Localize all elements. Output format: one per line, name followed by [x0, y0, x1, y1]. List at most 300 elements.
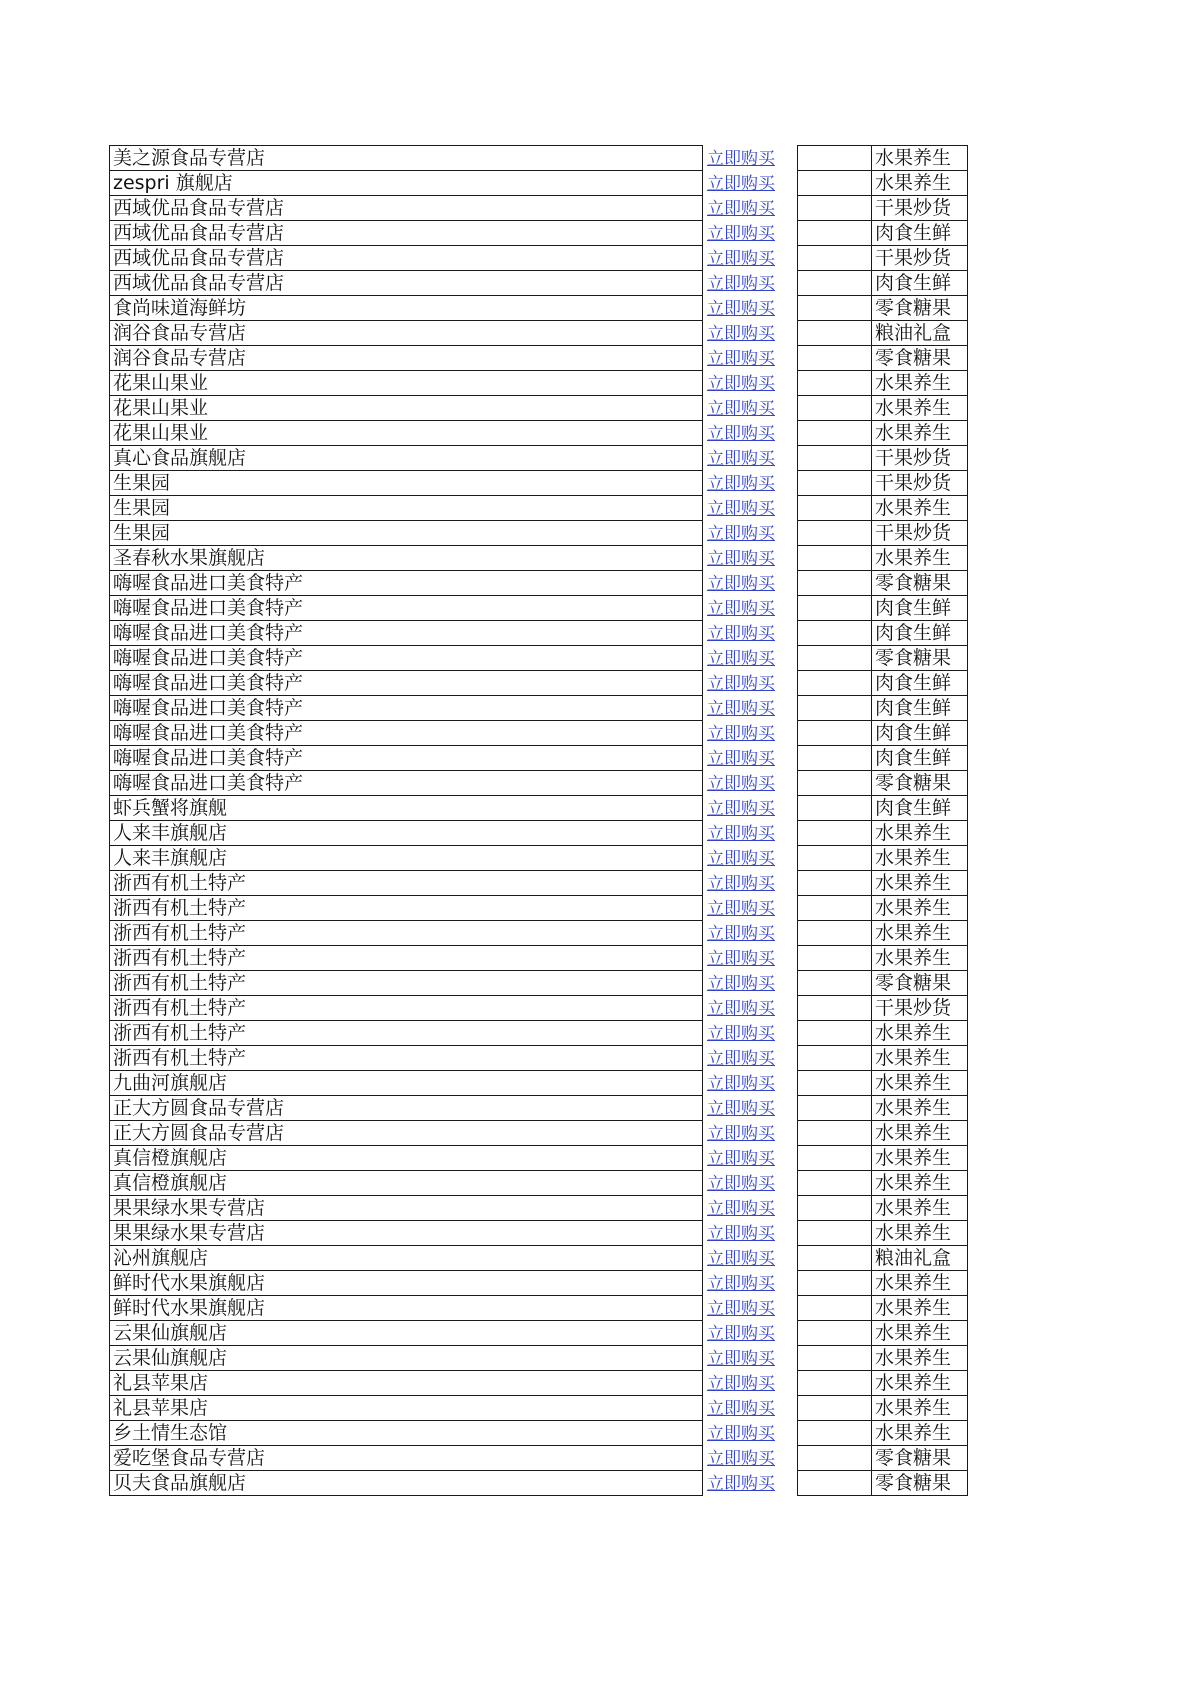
buy-now-link[interactable]: 立即购买 — [707, 648, 775, 669]
empty-cell[interactable] — [798, 1396, 872, 1421]
shop-name-cell[interactable] — [110, 571, 703, 596]
table-row — [110, 1321, 968, 1346]
shop-name: 礼县苹果店 — [113, 1397, 209, 1419]
shop-name-cell[interactable] — [110, 646, 703, 671]
shop-name-cell[interactable] — [110, 1171, 703, 1196]
buy-now-link[interactable]: 立即购买 — [707, 773, 775, 794]
empty-cell[interactable] — [798, 1446, 872, 1471]
buy-now-link[interactable]: 立即购买 — [707, 1198, 775, 1219]
category-cell[interactable] — [872, 796, 968, 821]
empty-cell[interactable] — [798, 446, 872, 471]
buy-now-link[interactable]: 立即购买 — [707, 1148, 775, 1169]
shop-name: 美之源食品专营店 — [113, 147, 266, 169]
shop-name-cell[interactable] — [110, 1296, 703, 1321]
shop-name-cell[interactable] — [110, 1271, 703, 1296]
buy-link-cell — [703, 1146, 798, 1171]
category-cell[interactable] — [872, 671, 968, 696]
buy-link-cell — [703, 996, 798, 1021]
empty-cell[interactable] — [798, 1171, 872, 1196]
buy-link-cell — [703, 821, 798, 846]
table-row — [110, 371, 968, 396]
empty-cell[interactable] — [798, 1271, 872, 1296]
empty-cell[interactable] — [798, 496, 872, 521]
category-label: 干果炒货 — [875, 472, 952, 494]
shop-name-cell[interactable] — [110, 221, 703, 246]
buy-now-link[interactable]: 立即购买 — [707, 423, 775, 444]
buy-now-link[interactable]: 立即购买 — [707, 1348, 775, 1369]
empty-cell[interactable] — [798, 171, 872, 196]
empty-cell[interactable] — [798, 1296, 872, 1321]
shop-name-cell[interactable] — [110, 171, 703, 196]
buy-now-link[interactable]: 立即购买 — [707, 1023, 775, 1044]
buy-now-link[interactable]: 立即购买 — [707, 798, 775, 819]
buy-now-link[interactable]: 立即购买 — [707, 823, 775, 844]
shop-name-cell[interactable] — [110, 1371, 703, 1396]
category-label: 干果炒货 — [875, 247, 952, 269]
category-cell[interactable] — [872, 696, 968, 721]
category-cell[interactable] — [872, 171, 968, 196]
shop-name: 嗨喔食品进口美食特产 — [113, 772, 304, 794]
shop-name: 西域优品食品专营店 — [113, 222, 285, 244]
shop-name-cell[interactable] — [110, 1246, 703, 1271]
buy-now-link[interactable]: 立即购买 — [707, 1273, 775, 1294]
buy-now-link[interactable]: 立即购买 — [707, 723, 775, 744]
buy-now-link[interactable]: 立即购买 — [707, 948, 775, 969]
category-cell[interactable] — [872, 1046, 968, 1071]
category-cell[interactable] — [872, 246, 968, 271]
empty-cell[interactable] — [798, 521, 872, 546]
shop-name-cell[interactable] — [110, 796, 703, 821]
buy-link-cell — [703, 471, 798, 496]
buy-now-link[interactable]: 立即购买 — [707, 1073, 775, 1094]
category-cell[interactable] — [872, 1296, 968, 1321]
category-cell[interactable] — [872, 721, 968, 746]
category-label: 水果养生 — [875, 1397, 952, 1419]
table-row — [110, 771, 968, 796]
shop-name-cell[interactable] — [110, 771, 703, 796]
table-row — [110, 1221, 968, 1246]
category-cell[interactable] — [872, 621, 968, 646]
category-cell[interactable] — [872, 846, 968, 871]
empty-cell[interactable] — [798, 696, 872, 721]
empty-cell[interactable] — [798, 1021, 872, 1046]
buy-link-cell — [703, 346, 798, 371]
category-cell[interactable] — [872, 196, 968, 221]
buy-now-link[interactable]: 立即购买 — [707, 598, 775, 619]
empty-cell[interactable] — [798, 1046, 872, 1071]
shop-name-cell[interactable] — [110, 296, 703, 321]
category-cell[interactable] — [872, 646, 968, 671]
shop-name-cell[interactable] — [110, 421, 703, 446]
shop-name-cell[interactable] — [110, 146, 703, 171]
category-cell[interactable] — [872, 546, 968, 571]
buy-now-link[interactable]: 立即购买 — [707, 173, 775, 194]
buy-now-link[interactable]: 立即购买 — [707, 448, 775, 469]
shop-name-cell[interactable] — [110, 546, 703, 571]
buy-link-cell — [703, 446, 798, 471]
buy-now-link[interactable]: 立即购买 — [707, 1223, 775, 1244]
shop-name: 沁州旗舰店 — [113, 1247, 209, 1269]
buy-now-link[interactable]: 立即购买 — [707, 748, 775, 769]
shop-name-cell[interactable] — [110, 1046, 703, 1071]
category-cell[interactable] — [872, 321, 968, 346]
empty-cell[interactable] — [798, 246, 872, 271]
shop-name-cell[interactable] — [110, 446, 703, 471]
category-cell[interactable] — [872, 446, 968, 471]
shop-name-cell[interactable] — [110, 396, 703, 421]
table-row — [110, 446, 968, 471]
shop-name-cell[interactable] — [110, 196, 703, 221]
table-row — [110, 1046, 968, 1071]
category-label: 粮油礼盒 — [875, 1247, 952, 1269]
buy-link-cell — [703, 371, 798, 396]
shop-name-cell[interactable] — [110, 496, 703, 521]
shop-name: 生果园 — [113, 497, 171, 519]
empty-cell[interactable] — [798, 1471, 872, 1496]
buy-link-cell — [703, 696, 798, 721]
shop-name-cell[interactable] — [110, 1346, 703, 1371]
buy-now-link[interactable]: 立即购买 — [707, 873, 775, 894]
shop-name: 九曲河旗舰店 — [113, 1072, 228, 1094]
category-cell[interactable] — [872, 1071, 968, 1096]
table-row — [110, 1296, 968, 1321]
empty-cell[interactable] — [798, 1321, 872, 1346]
buy-now-link[interactable]: 立即购买 — [707, 323, 775, 344]
shop-name-cell[interactable] — [110, 671, 703, 696]
category-label: 肉食生鲜 — [875, 797, 952, 819]
table-row — [110, 221, 968, 246]
table-row — [110, 921, 968, 946]
empty-cell[interactable] — [798, 846, 872, 871]
shop-name-cell[interactable] — [110, 1471, 703, 1496]
shop-name: 爱吃堡食品专营店 — [113, 1447, 266, 1469]
shop-name-cell[interactable] — [110, 996, 703, 1021]
empty-cell[interactable] — [798, 746, 872, 771]
empty-cell[interactable] — [798, 146, 872, 171]
shop-name: 嗨喔食品进口美食特产 — [113, 647, 304, 669]
category-cell[interactable] — [872, 1471, 968, 1496]
empty-cell[interactable] — [798, 271, 872, 296]
category-label: 肉食生鲜 — [875, 222, 952, 244]
buy-now-link[interactable]: 立即购买 — [707, 1373, 775, 1394]
category-cell[interactable] — [872, 471, 968, 496]
category-cell[interactable] — [872, 1121, 968, 1146]
buy-now-link[interactable]: 立即购买 — [707, 148, 775, 169]
buy-link-cell — [703, 971, 798, 996]
empty-cell[interactable] — [798, 321, 872, 346]
buy-link-cell — [703, 1171, 798, 1196]
empty-cell[interactable] — [798, 1421, 872, 1446]
buy-now-link[interactable]: 立即购买 — [707, 473, 775, 494]
buy-now-link[interactable]: 立即购买 — [707, 1398, 775, 1419]
buy-now-link[interactable]: 立即购买 — [707, 573, 775, 594]
shop-name-cell[interactable] — [110, 871, 703, 896]
buy-link-cell — [703, 1296, 798, 1321]
category-cell[interactable] — [872, 1396, 968, 1421]
empty-cell[interactable] — [798, 296, 872, 321]
shop-name-cell[interactable] — [110, 1096, 703, 1121]
shop-name-cell[interactable] — [110, 1446, 703, 1471]
shop-name-cell[interactable] — [110, 971, 703, 996]
empty-cell[interactable] — [798, 421, 872, 446]
buy-now-link[interactable]: 立即购买 — [707, 398, 775, 419]
shop-name-cell[interactable] — [110, 946, 703, 971]
shop-name: 西域优品食品专营店 — [113, 272, 285, 294]
buy-now-link[interactable]: 立即购买 — [707, 1423, 775, 1444]
empty-cell[interactable] — [798, 1346, 872, 1371]
shop-name: 人来丰旗舰店 — [113, 847, 228, 869]
buy-now-link[interactable]: 立即购买 — [707, 548, 775, 569]
shop-name-cell[interactable] — [110, 471, 703, 496]
category-cell[interactable] — [872, 421, 968, 446]
buy-now-link[interactable]: 立即购买 — [707, 1048, 775, 1069]
shop-name-cell[interactable] — [110, 621, 703, 646]
empty-cell[interactable] — [798, 996, 872, 1021]
empty-cell[interactable] — [798, 1146, 872, 1171]
buy-now-link[interactable]: 立即购买 — [707, 1248, 775, 1269]
shop-name-cell[interactable] — [110, 1421, 703, 1446]
category-cell[interactable] — [872, 1421, 968, 1446]
empty-cell[interactable] — [798, 921, 872, 946]
category-cell[interactable] — [872, 1246, 968, 1271]
empty-cell[interactable] — [798, 1246, 872, 1271]
buy-link-cell — [703, 221, 798, 246]
empty-cell[interactable] — [798, 771, 872, 796]
buy-now-link[interactable]: 立即购买 — [707, 1448, 775, 1469]
buy-now-link[interactable]: 立即购买 — [707, 1098, 775, 1119]
shop-name-cell[interactable] — [110, 1196, 703, 1221]
table-row — [110, 1421, 968, 1446]
table-row — [110, 696, 968, 721]
category-label: 肉食生鲜 — [875, 272, 952, 294]
shop-name-cell[interactable] — [110, 346, 703, 371]
buy-now-link[interactable]: 立即购买 — [707, 348, 775, 369]
buy-now-link[interactable]: 立即购买 — [707, 1298, 775, 1319]
category-cell[interactable] — [872, 521, 968, 546]
buy-link-cell — [703, 246, 798, 271]
category-cell[interactable] — [872, 221, 968, 246]
category-label: 干果炒货 — [875, 447, 952, 469]
empty-cell[interactable] — [798, 871, 872, 896]
buy-link-cell — [703, 871, 798, 896]
buy-now-link[interactable]: 立即购买 — [707, 273, 775, 294]
category-cell[interactable] — [872, 946, 968, 971]
buy-now-link[interactable]: 立即购买 — [707, 223, 775, 244]
category-label: 水果养生 — [875, 372, 952, 394]
shop-name-cell[interactable] — [110, 1221, 703, 1246]
shop-name: 浙西有机土特产 — [113, 997, 247, 1019]
table-row — [110, 1271, 968, 1296]
shop-name-cell[interactable] — [110, 371, 703, 396]
table-row — [110, 796, 968, 821]
category-label: 水果养生 — [875, 1422, 952, 1444]
empty-cell[interactable] — [798, 471, 872, 496]
shop-name-cell[interactable] — [110, 1321, 703, 1346]
empty-cell[interactable] — [798, 671, 872, 696]
empty-cell[interactable] — [798, 896, 872, 921]
shop-name: 正大方圆食品专营店 — [113, 1122, 285, 1144]
category-cell[interactable] — [872, 1271, 968, 1296]
shop-name-cell[interactable] — [110, 246, 703, 271]
empty-cell[interactable] — [798, 646, 872, 671]
shop-name-cell[interactable] — [110, 1146, 703, 1171]
empty-cell[interactable] — [798, 971, 872, 996]
category-cell[interactable] — [872, 1146, 968, 1171]
empty-cell[interactable] — [798, 571, 872, 596]
buy-now-link[interactable]: 立即购买 — [707, 498, 775, 519]
buy-now-link[interactable]: 立即购买 — [707, 923, 775, 944]
empty-cell[interactable] — [798, 621, 872, 646]
category-cell[interactable] — [872, 1346, 968, 1371]
buy-now-link[interactable]: 立即购买 — [707, 1173, 775, 1194]
buy-now-link[interactable]: 立即购买 — [707, 898, 775, 919]
shop-name: 西域优品食品专营店 — [113, 247, 285, 269]
category-cell[interactable] — [872, 1221, 968, 1246]
table-row — [110, 621, 968, 646]
empty-cell[interactable] — [798, 946, 872, 971]
buy-link-cell — [703, 1421, 798, 1446]
table-row — [110, 1021, 968, 1046]
category-cell[interactable] — [872, 346, 968, 371]
buy-now-link[interactable]: 立即购买 — [707, 998, 775, 1019]
table-row — [110, 321, 968, 346]
empty-cell[interactable] — [798, 1121, 872, 1146]
buy-now-link[interactable]: 立即购买 — [707, 1123, 775, 1144]
category-cell[interactable] — [872, 871, 968, 896]
shop-name-cell[interactable] — [110, 321, 703, 346]
table-row — [110, 1471, 968, 1496]
category-label: 零食糖果 — [875, 972, 952, 994]
shop-name: 浙西有机土特产 — [113, 897, 247, 919]
buy-now-link[interactable]: 立即购买 — [707, 373, 775, 394]
buy-now-link[interactable]: 立即购买 — [707, 973, 775, 994]
empty-cell[interactable] — [798, 1221, 872, 1246]
buy-now-link[interactable]: 立即购买 — [707, 523, 775, 544]
empty-cell[interactable] — [798, 1196, 872, 1221]
table-row — [110, 271, 968, 296]
category-label: 粮油礼盒 — [875, 322, 952, 344]
shop-name: 嗨喔食品进口美食特产 — [113, 622, 304, 644]
shop-name-cell[interactable] — [110, 271, 703, 296]
shop-name: 食尚味道海鲜坊 — [113, 297, 247, 319]
category-label: 干果炒货 — [875, 997, 952, 1019]
category-label: 零食糖果 — [875, 1472, 952, 1494]
empty-cell[interactable] — [798, 1371, 872, 1396]
shop-name: 云果仙旗舰店 — [113, 1322, 228, 1344]
category-cell[interactable] — [872, 821, 968, 846]
category-cell[interactable] — [872, 896, 968, 921]
shop-name-cell[interactable] — [110, 1021, 703, 1046]
category-cell[interactable] — [872, 1371, 968, 1396]
empty-cell[interactable] — [798, 221, 872, 246]
category-cell[interactable] — [872, 571, 968, 596]
buy-link-cell — [703, 896, 798, 921]
category-cell[interactable] — [872, 746, 968, 771]
shop-name-cell[interactable] — [110, 846, 703, 871]
category-cell[interactable] — [872, 271, 968, 296]
table-row — [110, 821, 968, 846]
empty-cell[interactable] — [798, 821, 872, 846]
shop-name: 鲜时代水果旗舰店 — [113, 1272, 266, 1294]
empty-cell[interactable] — [798, 1071, 872, 1096]
category-label: 水果养生 — [875, 422, 952, 444]
shop-name-cell[interactable] — [110, 696, 703, 721]
category-cell[interactable] — [872, 496, 968, 521]
buy-link-cell — [703, 296, 798, 321]
category-cell[interactable] — [872, 971, 968, 996]
empty-cell[interactable] — [798, 596, 872, 621]
shop-table — [109, 145, 968, 1496]
buy-now-link[interactable]: 立即购买 — [707, 848, 775, 869]
category-cell[interactable] — [872, 396, 968, 421]
shop-name-cell[interactable] — [110, 746, 703, 771]
empty-cell[interactable] — [798, 546, 872, 571]
category-cell[interactable] — [872, 1321, 968, 1346]
empty-cell[interactable] — [798, 371, 872, 396]
shop-name-cell[interactable] — [110, 821, 703, 846]
empty-cell[interactable] — [798, 396, 872, 421]
buy-now-link[interactable]: 立即购买 — [707, 1473, 775, 1494]
empty-cell[interactable] — [798, 346, 872, 371]
shop-name: 花果山果业 — [113, 372, 209, 394]
shop-name-cell[interactable] — [110, 1071, 703, 1096]
category-label: 水果养生 — [875, 872, 952, 894]
buy-now-link[interactable]: 立即购买 — [707, 248, 775, 269]
buy-now-link[interactable]: 立即购买 — [707, 623, 775, 644]
shop-name-cell[interactable] — [110, 521, 703, 546]
category-cell[interactable] — [872, 296, 968, 321]
shop-name: 生果园 — [113, 522, 171, 544]
buy-now-link[interactable]: 立即购买 — [707, 673, 775, 694]
empty-cell[interactable] — [798, 196, 872, 221]
buy-link-cell — [703, 1121, 798, 1146]
shop-name-cell[interactable] — [110, 721, 703, 746]
category-cell[interactable] — [872, 1196, 968, 1221]
buy-link-cell — [703, 1196, 798, 1221]
buy-now-link[interactable]: 立即购买 — [707, 298, 775, 319]
buy-link-cell — [703, 1446, 798, 1471]
category-cell[interactable] — [872, 771, 968, 796]
category-cell[interactable] — [872, 1021, 968, 1046]
buy-link-cell — [703, 321, 798, 346]
shop-name-cell[interactable] — [110, 921, 703, 946]
buy-now-link[interactable]: 立即购买 — [707, 1323, 775, 1344]
shop-name-cell[interactable] — [110, 896, 703, 921]
table-row — [110, 871, 968, 896]
table-row — [110, 346, 968, 371]
category-cell[interactable] — [872, 1096, 968, 1121]
category-label: 水果养生 — [875, 497, 952, 519]
buy-now-link[interactable]: 立即购买 — [707, 198, 775, 219]
category-cell[interactable] — [872, 921, 968, 946]
buy-now-link[interactable]: 立即购买 — [707, 698, 775, 719]
shop-name: 浙西有机土特产 — [113, 1022, 247, 1044]
category-cell[interactable] — [872, 596, 968, 621]
buy-link-cell — [703, 846, 798, 871]
category-cell[interactable] — [872, 146, 968, 171]
empty-cell[interactable] — [798, 1096, 872, 1121]
empty-cell[interactable] — [798, 796, 872, 821]
shop-name-cell[interactable] — [110, 1396, 703, 1421]
category-cell[interactable] — [872, 371, 968, 396]
shop-name-cell[interactable] — [110, 1121, 703, 1146]
category-cell[interactable] — [872, 996, 968, 1021]
shop-name-cell[interactable] — [110, 596, 703, 621]
category-cell[interactable] — [872, 1171, 968, 1196]
buy-link-cell — [703, 1246, 798, 1271]
category-cell[interactable] — [872, 1446, 968, 1471]
empty-cell[interactable] — [798, 721, 872, 746]
